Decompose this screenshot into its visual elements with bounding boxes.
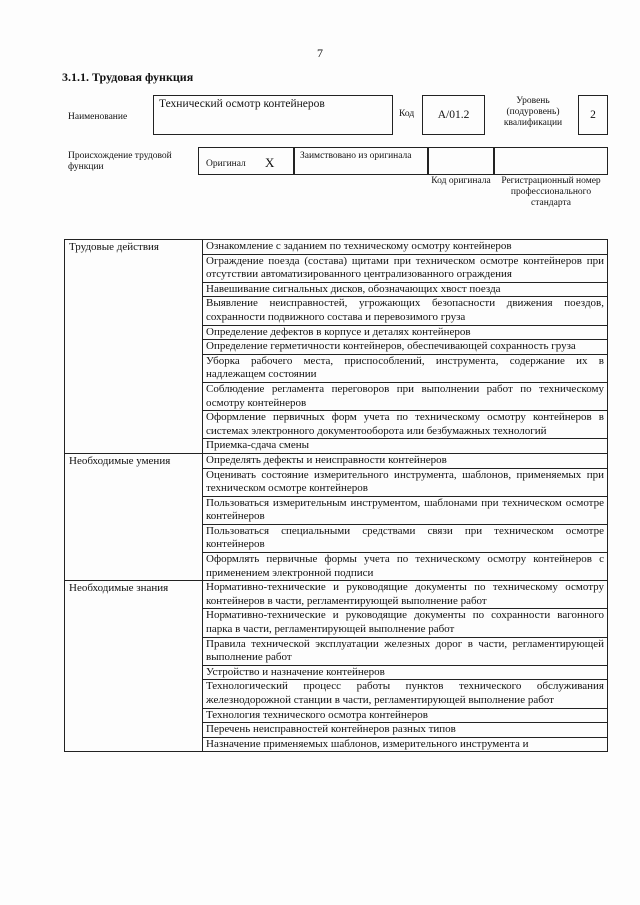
action-item: Навешивание сигнальных дисков, обозначающих хвост поезда <box>203 282 608 297</box>
level-box <box>578 95 608 135</box>
skill-item: Оценивать состояние измерительного инструмента, шаблонов, применяемых при техническом осмотре контейнеров <box>203 468 608 496</box>
knowledge-item: Нормативно-технические и руководящие документы по сохранности вагонного парка в части, регламентирующей выполнение работ <box>203 609 608 637</box>
knowledge-item: Нормативно-технические и руководящие документы по техническому осмотру контейнеров в части, регламентирующей выполнение работ <box>203 581 608 609</box>
code-value: А/01.2 <box>437 109 470 121</box>
action-item: Соблюдение регламента переговоров при выполнении работ по техническому осмотру контейнеров <box>203 382 608 410</box>
name-value: Технический осмотр контейнеров <box>159 98 325 110</box>
action-item: Выявление неисправностей, угрожающих безопасности движения поездов, сохранности подвижного состава и перевозимого груза <box>203 297 608 325</box>
knowledge-item: Устройство и назначение контейнеров <box>203 665 608 680</box>
action-item: Приемка-сдача смены <box>203 439 608 454</box>
origin-code-caption: Код оригинала <box>431 176 491 186</box>
action-item: Определение герметичности контейнеров, обеспечивающей сохранность груза <box>203 340 608 355</box>
level-value: 2 <box>590 109 596 121</box>
name-box <box>153 95 393 135</box>
skill-item: Пользоваться специальными средствами связи при техническом осмотре контейнеров <box>203 524 608 552</box>
knowledge-item: Правила технической эксплуатации железных дорог в части, регламентирующей выполнение работ <box>203 637 608 665</box>
action-item: Оформление первичных форм учета по техническому осмотру контейнеров в системах электронного документооборота или безбумажных технологий <box>203 411 608 439</box>
code-box <box>422 95 485 135</box>
knowledge-item: Технология технического осмотра контейнеров <box>203 708 608 723</box>
knowledge-item: Назначение применяемых шаблонов, измерительного инструмента и <box>203 737 608 752</box>
original-mark: X <box>265 155 275 170</box>
knowledge-item: Перечень неисправностей контейнеров разных типов <box>203 723 608 738</box>
function-table <box>64 239 608 752</box>
page-number: 7 <box>317 46 323 60</box>
origin-code-cell <box>428 147 494 175</box>
category-skills: Необходимые умения <box>65 453 203 580</box>
original-cell <box>198 147 294 175</box>
level-label: Уровень (подуровень) квалификации <box>503 96 563 128</box>
borrowed-label: Заимствовано из оригинала <box>300 151 412 161</box>
action-item: Ознакомление с заданием по техническому осмотру контейнеров <box>203 240 608 255</box>
origin-label: Происхождение трудовой функции <box>68 151 172 172</box>
action-item: Ограждение поезда (состава) щитами при техническом осмотре контейнеров при отсутствии автоматизированного централизованного ограждения <box>203 254 608 282</box>
registration-cell <box>494 147 608 175</box>
registration-caption: Регистрационный номер профессионального стандарта <box>501 176 601 208</box>
skill-item: Пользоваться измерительным инструментом, шаблонами при техническом осмотре контейнеров <box>203 496 608 524</box>
skill-item: Определять дефекты и неисправности контейнеров <box>203 453 608 468</box>
borrowed-cell <box>294 147 428 175</box>
knowledge-item: Технологический процесс работы пунктов технического обслуживания железнодорожной станции в части, регламентирующей выполнение работ <box>203 680 608 708</box>
code-label: Код <box>399 109 415 119</box>
action-item: Уборка рабочего места, приспособлений, инструмента, содержание их в надлежащем состоянии <box>203 354 608 382</box>
category-actions: Трудовые действия <box>65 240 203 454</box>
skill-item: Оформлять первичные формы учета по техническому осмотру контейнеров с применением электронной подписи <box>203 553 608 581</box>
original-label: Оригинал <box>206 159 246 169</box>
section-title: 3.1.1. Трудовая функция <box>62 70 194 84</box>
action-item: Определение дефектов в корпусе и деталях контейнеров <box>203 325 608 340</box>
name-label: Наименование <box>68 112 128 122</box>
category-knowledge: Необходимые знания <box>65 581 203 752</box>
